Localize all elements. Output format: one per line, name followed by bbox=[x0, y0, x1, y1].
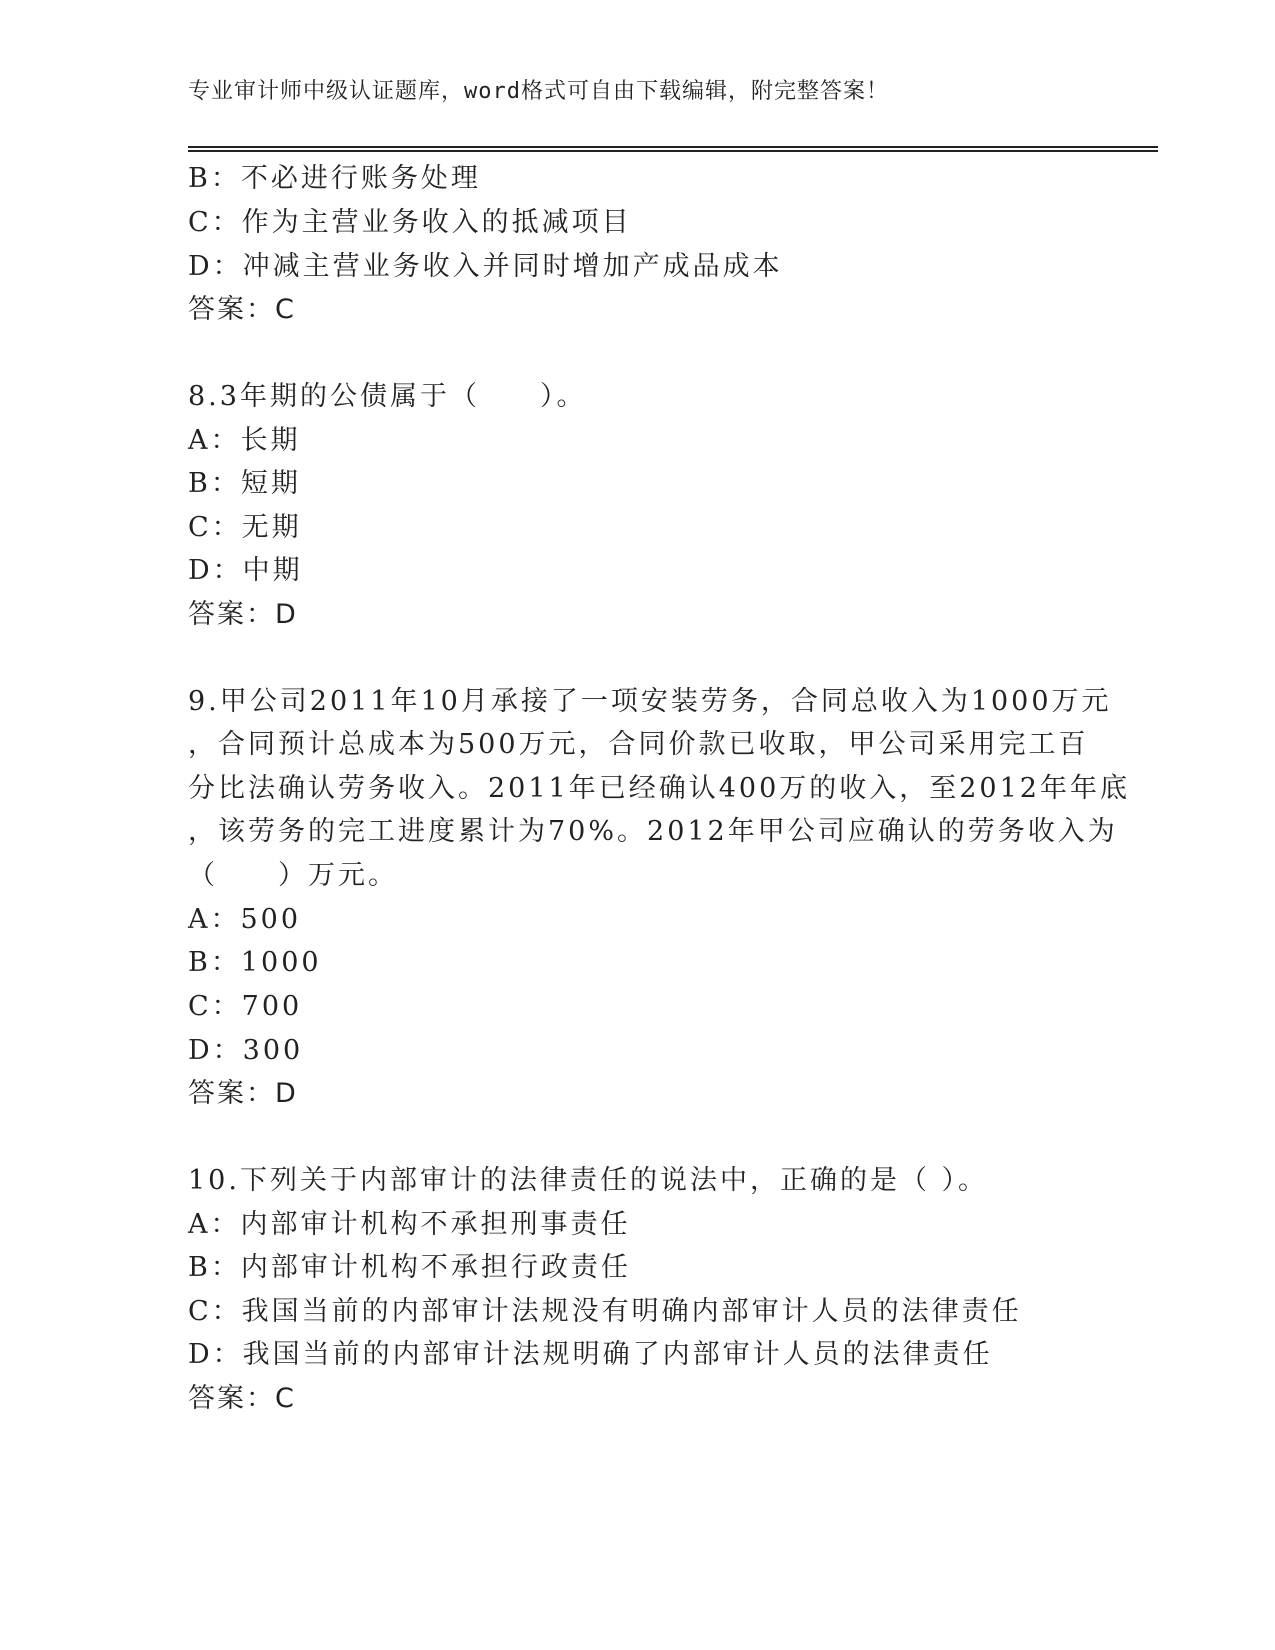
header-rule-top bbox=[188, 146, 1158, 148]
q9-answer: 答案：D bbox=[188, 1078, 298, 1109]
q9-question-line-5: （ ）万元。 bbox=[188, 860, 398, 891]
q9-question-line-4: ，该劳务的完工进度累计为70%。2012年甲公司应确认的劳务收入为 bbox=[188, 816, 1118, 847]
q9-option-a: A：500 bbox=[188, 904, 302, 935]
q9-question-line-1: 9.甲公司2011年10月承接了一项安装劳务，合同总收入为1000万元 bbox=[188, 686, 1112, 717]
q7-answer: 答案：C bbox=[188, 294, 296, 325]
q7-option-c: C：作为主营业务收入的抵减项目 bbox=[188, 207, 632, 238]
q9-option-c: C：700 bbox=[188, 991, 303, 1022]
q7-option-d: D：冲减主营业务收入并同时增加产成品成本 bbox=[188, 251, 783, 282]
q10-answer: 答案：C bbox=[188, 1383, 296, 1414]
q8-answer: 答案：D bbox=[188, 599, 298, 630]
q10-question: 10.下列关于内部审计的法律责任的说法中，正确的是（ ）。 bbox=[188, 1165, 989, 1196]
q10-option-b: B：内部审计机构不承担行政责任 bbox=[188, 1252, 631, 1283]
q7-option-b: B：不必进行账务处理 bbox=[188, 163, 481, 194]
q8-question: 8.3年期的公债属于（ ）。 bbox=[188, 381, 587, 412]
q10-option-c: C：我国当前的内部审计法规没有明确内部审计人员的法律责任 bbox=[188, 1296, 1022, 1327]
q8-option-c: C：无期 bbox=[188, 512, 302, 543]
q8-option-a: A：长期 bbox=[188, 425, 301, 456]
header-rule-bottom bbox=[188, 150, 1158, 152]
q10-option-a: A：内部审计机构不承担刑事责任 bbox=[188, 1209, 631, 1240]
q9-question-line-2: ，合同预计总成本为500万元，合同价款已收取，甲公司采用完工百 bbox=[188, 729, 1089, 760]
q10-option-d: D：我国当前的内部审计法规明确了内部审计人员的法律责任 bbox=[188, 1339, 993, 1370]
q9-option-b: B：1000 bbox=[188, 947, 322, 978]
q8-option-d: D：中期 bbox=[188, 555, 303, 586]
q9-question-line-3: 分比法确认劳务收入。2011年已经确认400万的收入，至2012年年底 bbox=[188, 773, 1130, 804]
q9-option-d: D：300 bbox=[188, 1035, 304, 1066]
q8-option-b: B：短期 bbox=[188, 468, 301, 499]
page-header: 专业审计师中级认证题库，word格式可自由下载编辑，附完整答案！ bbox=[188, 79, 889, 104]
